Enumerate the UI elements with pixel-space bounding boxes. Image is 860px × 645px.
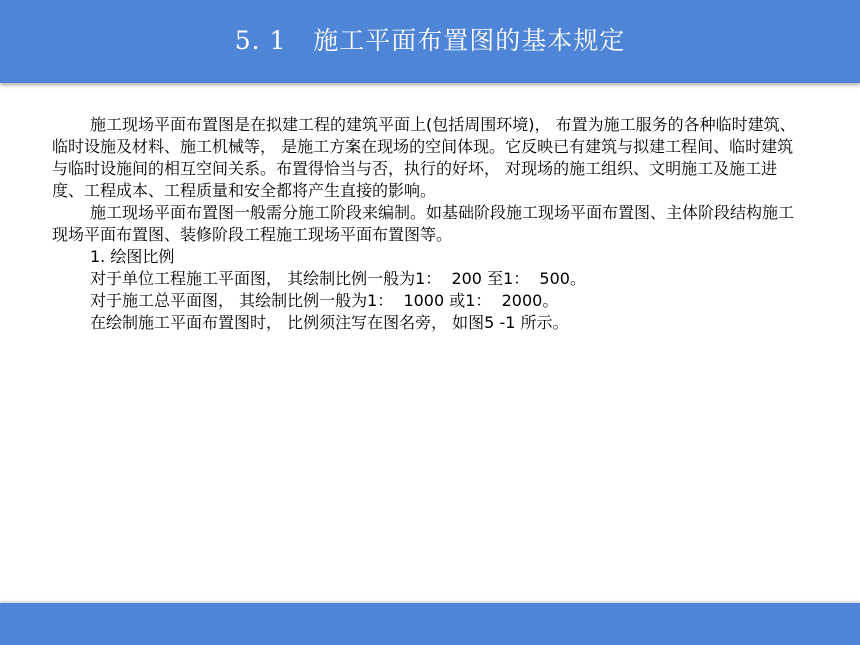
paragraph-unit-scale: 对于单位工程施工平面图， 其绘制比例一般为1： 200 至1： 500。	[90, 269, 586, 288]
slide-title: 5. 1 施工平面布置图的基本规定	[234, 25, 626, 55]
paragraph-stages: 施工现场平面布置图一般需分施工阶段来编制。如基础阶段施工现场平面布置图、主体阶段结构施工现场平面布置图、装修阶段工程施工现场平面布置图等。	[52, 203, 795, 244]
paragraph-definition: 施工现场平面布置图是在拟建工程的建筑平面上(包括周围环境)， 布置为施工服务的各种临时建筑、临时设施及材料、施工机械等， 是施工方案在现场的空间体现。它反映已有建筑与拟建工程间、临时建筑与临时设施间的相互空间关系。布置得恰当与否，执行的好坏， 对现场的施工组织、文明施工及施工进度、工程成本、工程质量和安全都将产生直接的影响。	[52, 115, 796, 200]
paragraph-scale-note: 在绘制施工平面布置图时， 比例须注写在图名旁， 如图5 -1 所示。	[90, 313, 569, 332]
section-heading-scale: 1. 绘图比例	[90, 247, 175, 266]
slide-body	[52, 114, 800, 334]
title-bar	[0, 0, 860, 83]
footer-bar	[0, 603, 860, 645]
paragraph-general-scale: 对于施工总平面图， 其绘制比例一般为1： 1000 或1： 2000。	[90, 291, 559, 310]
